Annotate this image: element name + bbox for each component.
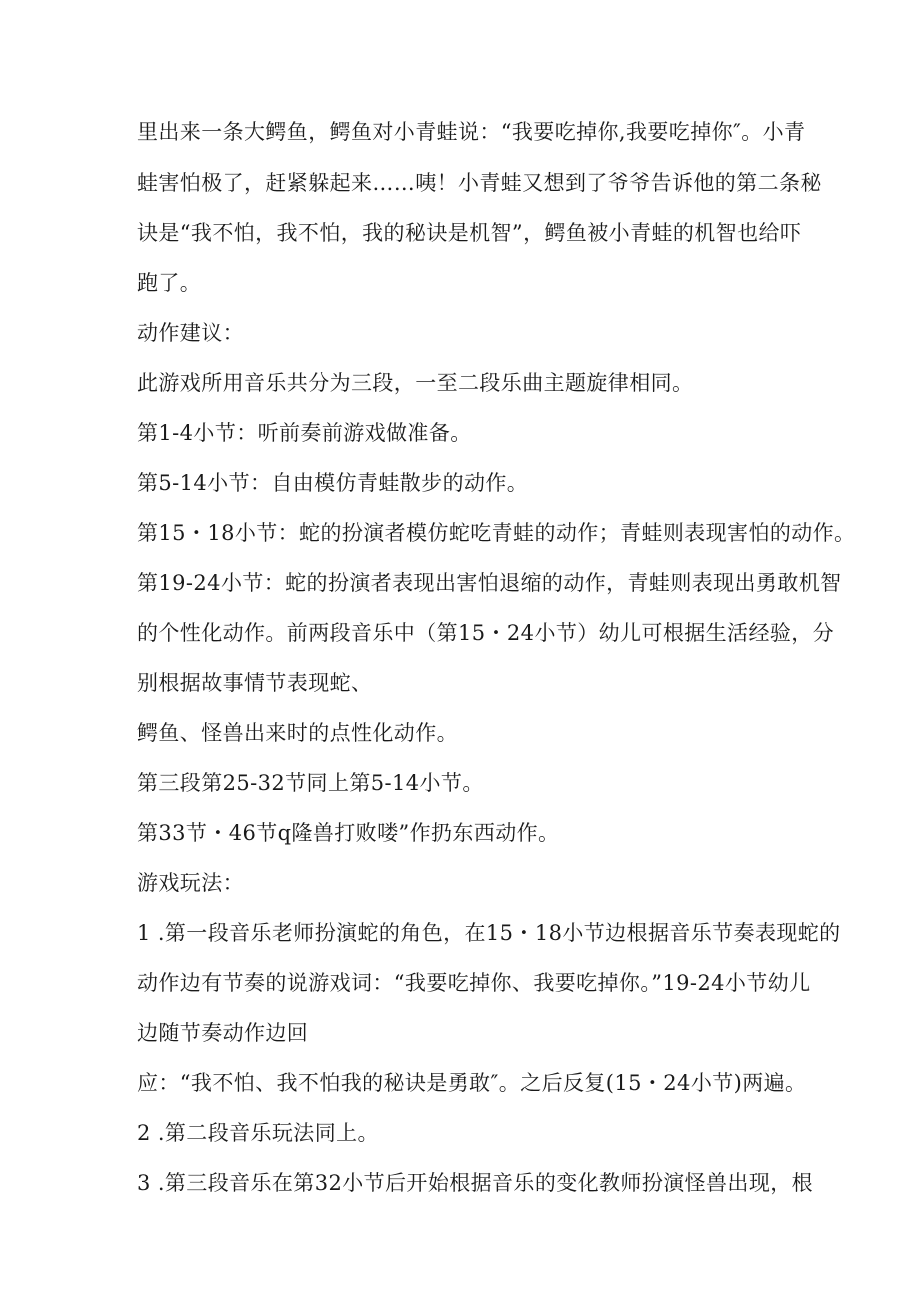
paragraph-line: 此游戏所用音乐共分为三段，一至二段乐曲主题旋律相同。 bbox=[137, 371, 694, 395]
paragraph-line: 3 .第三段音乐在第32小节后开始根据音乐的变化教师扮演怪兽出现，根 bbox=[137, 1171, 814, 1195]
paragraph-line: 2 .第二段音乐玩法同上。 bbox=[137, 1121, 379, 1145]
section-heading: 游戏玩法： bbox=[137, 871, 244, 895]
paragraph-line: 应：“我不怕、我不怕我的秘诀是勇敢″。之后反复(15・24小节)两遍。 bbox=[137, 1071, 807, 1095]
paragraph-line: 第5-14小节：自由模仿青蛙散步的动作。 bbox=[137, 471, 529, 495]
paragraph-line: 1 .第一段音乐老师扮演蛇的角色，在15・18小节边根据音乐节奏表现蛇的 bbox=[137, 921, 841, 945]
section-heading: 动作建议： bbox=[137, 321, 244, 345]
paragraph-line: 第15・18小节：蛇的扮演者模仿蛇吃青蛙的动作；青蛙则表现害怕的动作。 bbox=[137, 521, 856, 545]
paragraph-line: 蛙害怕极了，赶紧躲起来……咦！小青蛙又想到了爷爷告诉他的第二条秘 bbox=[137, 171, 822, 195]
paragraph-line: 的个性化动作。前两段音乐中（第15・24小节）幼儿可根据生活经验，分 bbox=[137, 621, 835, 645]
paragraph-line: 第三段第25-32节同上第5-14小节。 bbox=[137, 771, 484, 795]
paragraph-line: 第1-4小节：听前奏前游戏做准备。 bbox=[137, 421, 472, 445]
paragraph-line: 第33节・46节q隆兽打败喽”作扔东西动作。 bbox=[137, 821, 560, 845]
paragraph-line: 第19-24小节：蛇的扮演者表现出害怕退缩的动作，青蛙则表现出勇敢机智 bbox=[137, 571, 842, 595]
paragraph-line: 跑了。 bbox=[137, 271, 202, 295]
paragraph-line: 边随节奏动作边回 bbox=[137, 1021, 309, 1045]
paragraph-line: 诀是“我不怕，我不怕，我的秘诀是机智”，鳄鱼被小青蛙的机智也给吓 bbox=[137, 221, 802, 245]
paragraph-line: 里出来一条大鳄鱼，鳄鱼对小青蛙说：“我要吃掉你,我要吃掉你″。小青 bbox=[137, 120, 806, 144]
paragraph-line: 鳄鱼、怪兽出来时的点性化动作。 bbox=[137, 721, 458, 745]
paragraph-line: 别根据故事情节表现蛇、 bbox=[137, 671, 373, 695]
paragraph-line: 动作边有节奏的说游戏词：“我要吃掉你、我要吃掉你。”19-24小节幼儿 bbox=[137, 971, 811, 995]
